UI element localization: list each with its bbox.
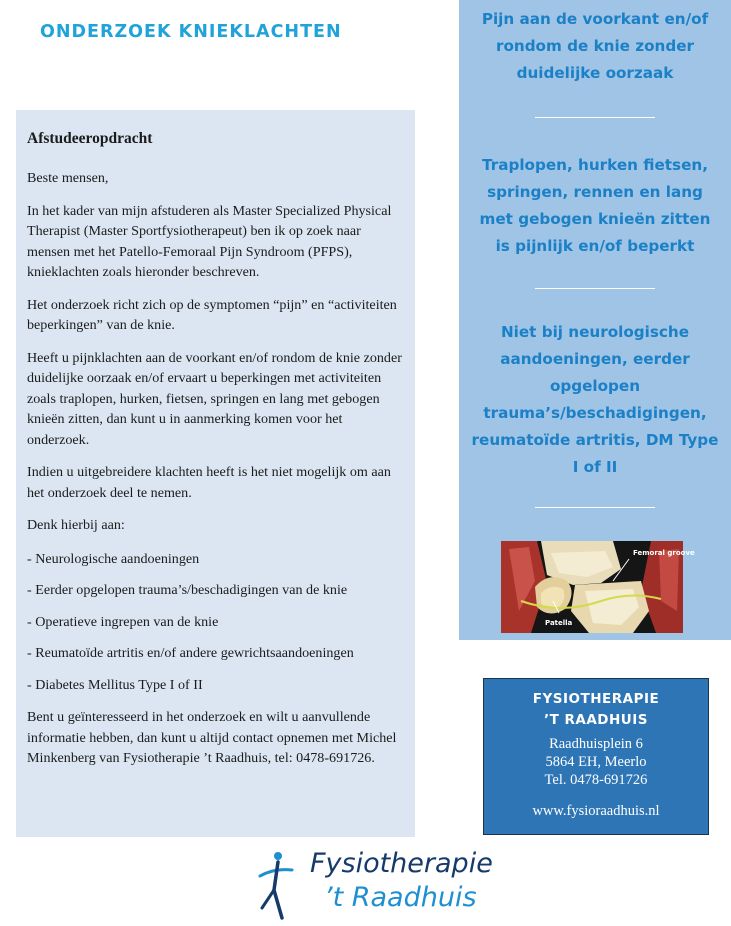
sidebar-divider: [535, 288, 655, 289]
letter-panel: [16, 110, 415, 837]
contact-org-line1: FYSIOTHERAPIE: [532, 691, 660, 707]
sidebar-symptom-activities: Traplopen, hurken fietsen, springen, rennen en lang met gebogen knieën zitten is pijnlijk en/of beperkt: [479, 156, 711, 255]
letter-paragraph-criteria: Heeft u pijnklachten aan de voorkant en/of rondom de knie zonder duidelijke oorzaak en/of ervaart u beperkingen met activiteiten zoals traplopen, hurken, fietsen, springen en lang met gebogen knieën zitten, dan kunt u in aanmerking komen voor het onderzoek.: [27, 349, 402, 448]
contact-street: Raadhuisplein 6: [549, 736, 643, 752]
exclusion-list-item: - Operatieve ingrepen van de knie: [27, 613, 219, 630]
sidebar-exclusions: Niet bij neurologische aandoeningen, eerder opgelopen trauma’s/beschadigingen, reumatoïde artritis, DM Type I of II: [471, 323, 719, 476]
letter-paragraph-exclusion: Indien u uitgebreidere klachten heeft is het niet mogelijk om aan het onderzoek deel te nemen.: [27, 464, 391, 501]
sidebar-divider: [535, 117, 655, 118]
exclusion-list-item: - Neurologische aandoeningen: [27, 550, 200, 567]
logo-text-fysiotherapie: Fysiotherapie: [310, 848, 493, 879]
letter-paragraph-think: Denk hierbij aan:: [27, 517, 125, 533]
letter-paragraph-intro: In het kader van mijn afstuderen als Master Specialized Physical Therapist (Master Sportfysiotherapeut) ben ik op zoek naar mensen met het Patello-Femoraal Pijn Syndroom (PFPS), knieklachten zoals hieronder beschreven.: [27, 202, 392, 280]
contact-address: [484, 735, 708, 789]
letter-paragraph-focus: Het onderzoek richt zich op de symptomen “pijn” en “activiteiten beperkingen” van de knie.: [27, 296, 397, 333]
page-title: ONDERZOEK KNIEKLACHTEN: [40, 22, 342, 42]
letter-heading: Afstudeeropdracht: [27, 130, 153, 147]
exclusion-list-item: - Eerder opgelopen trauma’s/beschadigingen van de knie: [27, 582, 348, 598]
contact-postcode-city: 5864 EH, Meerlo: [545, 754, 647, 770]
letter-closing: Bent u geïnteresseerd in het onderzoek en wilt u aanvullende informatie hebben, dan kunt u altijd contact opnemen met Michel Minkenberg van Fysiotherapie ’t Raadhuis, tel: 0478-691726.: [27, 709, 397, 766]
contact-phone: Tel. 0478-691726: [544, 772, 648, 788]
sidebar-symptom-location: Pijn aan de voorkant en/of rondom de knie zonder duidelijke oorzaak: [481, 10, 709, 82]
brand-logo: [252, 848, 512, 920]
contact-org-line2: ’T RAADHUIS: [543, 712, 649, 728]
contact-box: [483, 678, 709, 835]
runner-figure-icon: [252, 848, 312, 920]
logo-text-raadhuis: ’t Raadhuis: [324, 882, 477, 913]
knee-anatomy-image: [501, 541, 695, 633]
letter-greeting: Beste mensen,: [27, 170, 109, 186]
image-label-patella: Patella: [545, 619, 573, 627]
sidebar-panel: [459, 0, 731, 640]
image-label-femoral-groove: Femoral groove: [633, 549, 695, 557]
sidebar-divider: [535, 507, 655, 508]
exclusion-list-item: - Reumatoïde artritis en/of andere gewrichtsaandoeningen: [27, 645, 354, 661]
contact-website-link[interactable]: www.fysioraadhuis.nl: [532, 803, 660, 819]
exclusion-list-item: - Diabetes Mellitus Type I of II: [27, 676, 203, 693]
